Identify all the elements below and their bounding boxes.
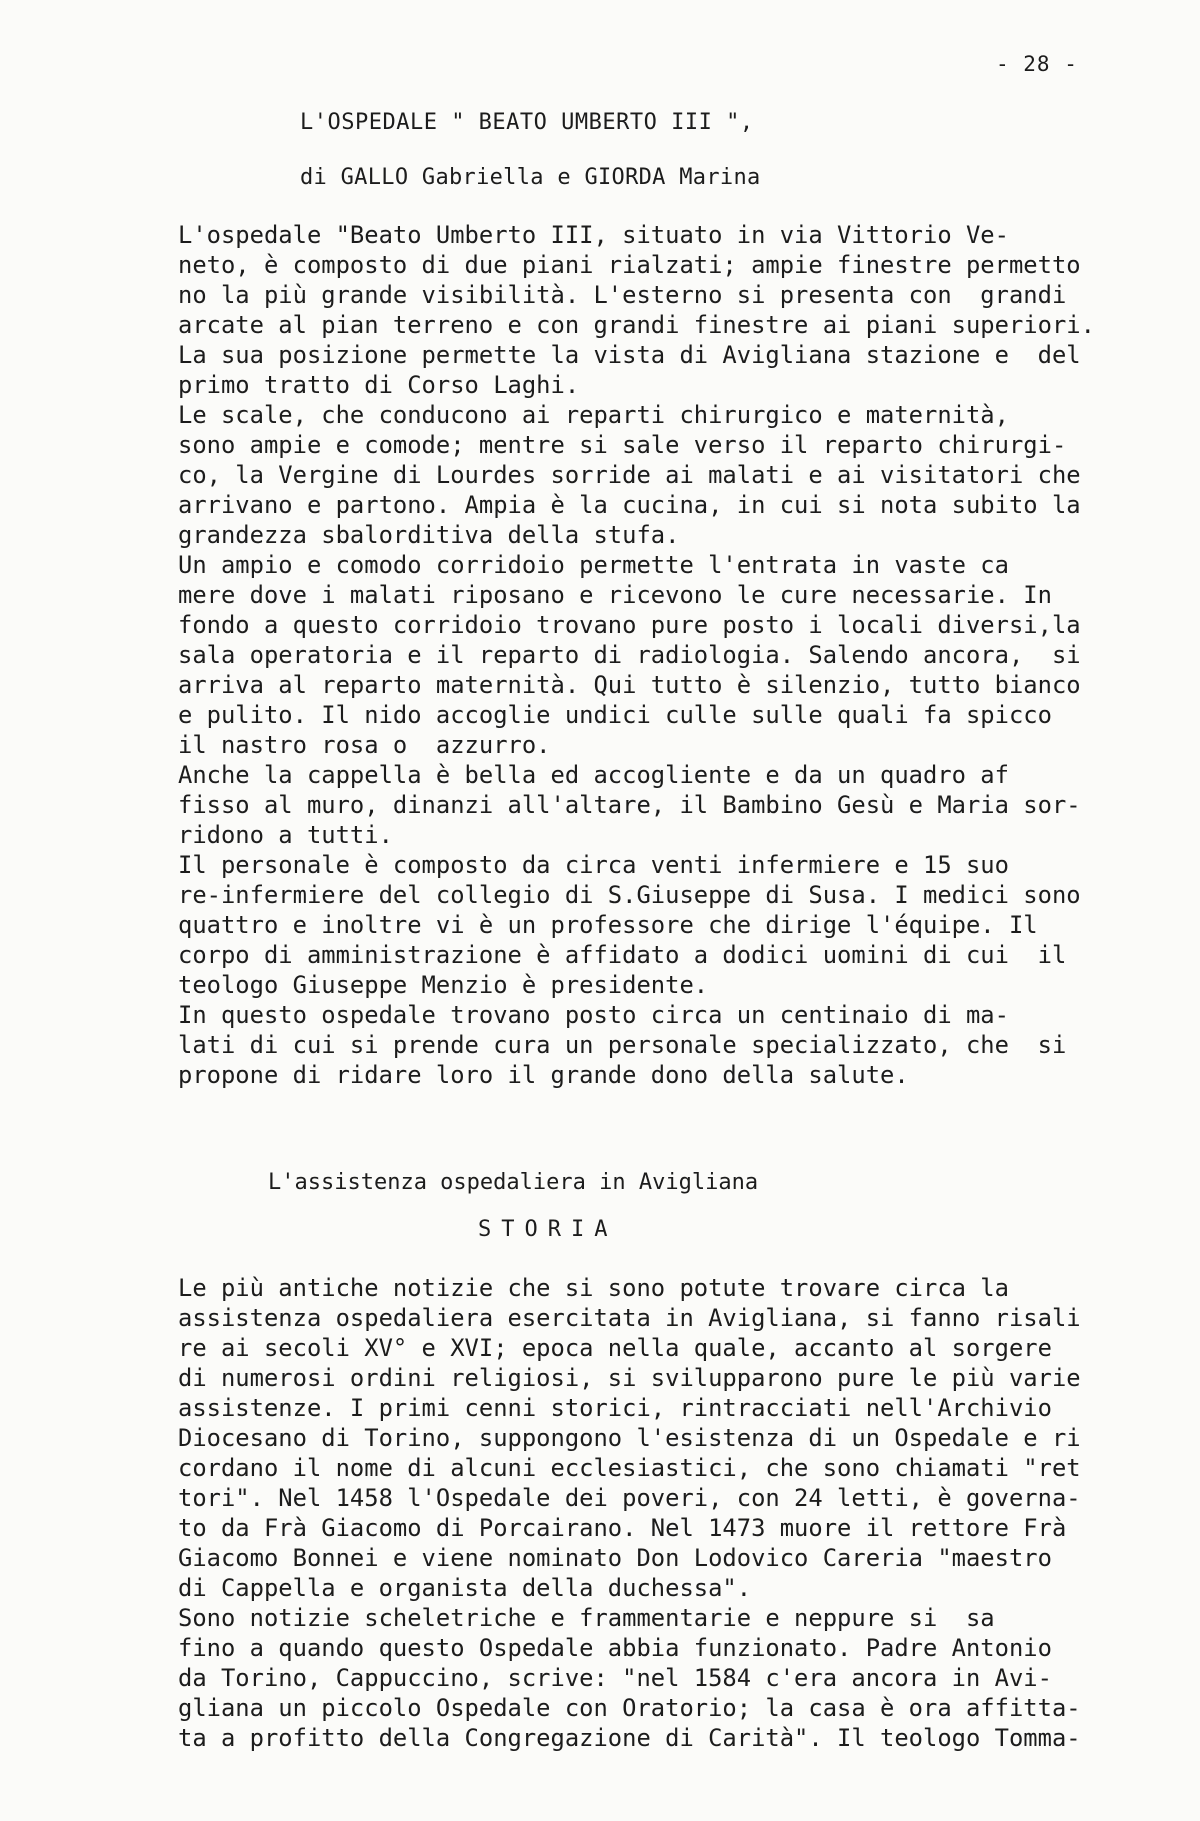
text-line: fondo a questo corridoio trovano pure posto i locali diversi,la xyxy=(178,611,1081,639)
text-line: cordano il nome di alcuni ecclesiastici, che sono chiamati "ret xyxy=(178,1454,1081,1482)
text-line: sala operatoria e il reparto di radiologia. Salendo ancora, si xyxy=(178,641,1081,669)
text-line: fino a quando questo Ospedale abbia funzionato. Padre Antonio xyxy=(178,1634,1052,1662)
text-line: quattro e inoltre vi è un professore che dirige l'équipe. Il xyxy=(178,911,1038,939)
text-line: arcate al pian terreno e con grandi finestre ai piani superiori. xyxy=(178,311,1095,339)
text-line: sono ampie e comode; mentre si sale verso il reparto chirurgi- xyxy=(178,431,1067,459)
text-line: assistenza ospedaliera esercitata in Avigliana, si fanno risali xyxy=(178,1304,1081,1332)
text-line: re ai secoli XV° e XVI; epoca nella quale, accanto al sorgere xyxy=(178,1334,1052,1362)
text-line: L'ospedale "Beato Umberto III, situato in via Vittorio Ve- xyxy=(178,221,1009,249)
text-line: assistenze. I primi cenni storici, rintracciati nell'Archivio xyxy=(178,1394,1052,1422)
text-line: propone di ridare loro il grande dono della salute. xyxy=(178,1061,909,1089)
text-line: corpo di amministrazione è affidato a dodici uomini di cui il xyxy=(178,941,1067,969)
text-line: neto, è composto di due piani rialzati; ampie finestre permetto xyxy=(178,251,1081,279)
text-line: e pulito. Il nido accoglie undici culle sulle quali fa spicco xyxy=(178,701,1052,729)
text-line: Le scale, che conducono ai reparti chirurgico e maternità, xyxy=(178,401,1009,429)
text-line: arriva al reparto maternità. Qui tutto è silenzio, tutto bianco xyxy=(178,671,1081,699)
text-line: primo tratto di Corso Laghi. xyxy=(178,371,580,399)
text-line: lati di cui si prende cura un personale specializzato, che si xyxy=(178,1031,1067,1059)
text-line: il nastro rosa o azzurro. xyxy=(178,731,551,759)
text-line: ridono a tutti. xyxy=(178,821,393,849)
article-title: L'OSPEDALE " BEATO UMBERTO III ", xyxy=(300,110,754,135)
text-line: Un ampio e comodo corridoio permette l'entrata in vaste ca xyxy=(178,551,1009,579)
text-line: Sono notizie scheletriche e frammentarie e neppure si sa xyxy=(178,1604,995,1632)
text-line: Le più antiche notizie che si sono potute trovare circa la xyxy=(178,1274,1009,1302)
text-line: tori". Nel 1458 l'Ospedale dei poveri, con 24 letti, è governa- xyxy=(178,1484,1081,1512)
text-line: gliana un piccolo Ospedale con Oratorio; la casa è ora affitta- xyxy=(178,1694,1081,1722)
text-line: Anche la cappella è bella ed accogliente e da un quadro af xyxy=(178,761,1009,789)
text-line: no la più grande visibilità. L'esterno si presenta con grandi xyxy=(178,281,1067,309)
page-number: - 28 - xyxy=(996,52,1078,76)
text-line: co, la Vergine di Lourdes sorride ai malati e ai visitatori che xyxy=(178,461,1081,489)
text-line: grandezza sbalorditiva della stufa. xyxy=(178,521,680,549)
text-line: da Torino, Cappuccino, scrive: "nel 1584 c'era ancora in Avi- xyxy=(178,1664,1052,1692)
text-line: La sua posizione permette la vista di Avigliana stazione e del xyxy=(178,341,1081,369)
text-line: Giacomo Bonnei e viene nominato Don Lodovico Careria "maestro xyxy=(178,1544,1052,1572)
text-line: ta a profitto della Congregazione di Carità". Il teologo Tomma- xyxy=(178,1724,1081,1752)
text-line: di numerosi ordini religiosi, si svilupparono pure le più varie xyxy=(178,1364,1081,1392)
text-line: Il personale è composto da circa venti infermiere e 15 suo xyxy=(178,851,1009,879)
text-line: di Cappella e organista della duchessa". xyxy=(178,1574,752,1602)
text-line: teologo Giuseppe Menzio è presidente. xyxy=(178,971,709,999)
text-line: Diocesano di Torino, suppongono l'esistenza di un Ospedale e ri xyxy=(178,1424,1081,1452)
text-line: re-infermiere del collegio di S.Giuseppe di Susa. I medici sono xyxy=(178,881,1081,909)
hospital-description-text xyxy=(178,220,1108,1090)
history-text xyxy=(178,1273,1108,1753)
text-line: In questo ospedale trovano posto circa un centinaio di ma- xyxy=(178,1001,1009,1029)
article-authors: di GALLO Gabriella e GIORDA Marina xyxy=(300,165,761,190)
text-line: to da Frà Giacomo di Porcairano. Nel 1473 muore il rettore Frà xyxy=(178,1514,1067,1542)
text-line: fisso al muro, dinanzi all'altare, il Bambino Gesù e Maria sor- xyxy=(178,791,1081,819)
section-heading: L'assistenza ospedaliera in Avigliana xyxy=(268,1170,759,1195)
section-subheading: STORIA xyxy=(478,1217,618,1242)
text-line: mere dove i malati riposano e ricevono le cure necessarie. In xyxy=(178,581,1052,609)
text-line: arrivano e partono. Ampia è la cucina, in cui si nota subito la xyxy=(178,491,1081,519)
